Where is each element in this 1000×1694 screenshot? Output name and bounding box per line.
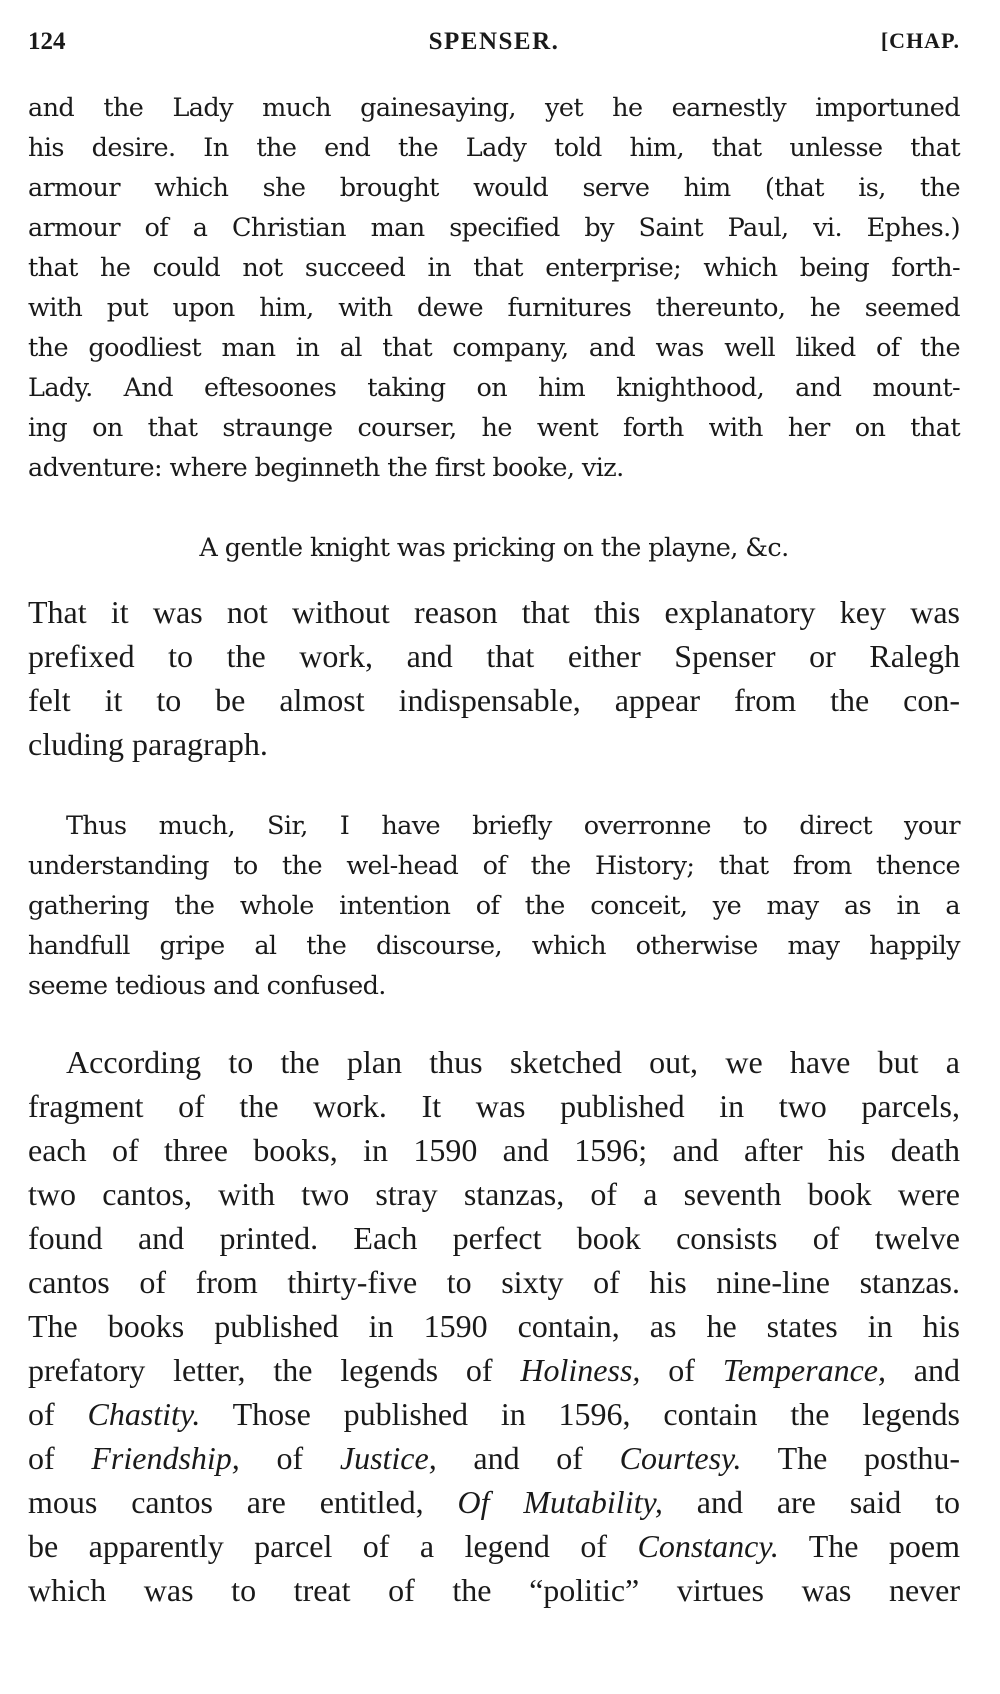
text-line: According to the plan thus sketched out, we have but a [66,1044,960,1080]
plan-paragraph [28,1040,960,1612]
text-line: Lady. And eftesoones taking on him knighthood, and mount- [28,373,960,403]
text-line: be apparently parcel of a legend of Constancy. The poem [28,1528,961,1564]
text-line: each of three books, in 1590 and 1596; and after his death [28,1132,960,1168]
text-line: the goodliest man in al that company, and was well liked of the [28,333,960,363]
running-title: SPENSER. [428,28,560,55]
text-line: armour which she brought would serve him (that is, the [28,173,960,203]
text-line: The books published in 1590 contain, as he states in his [28,1308,960,1344]
legend-justice: Justice, [339,1440,437,1476]
legend-mutability: Of Mutability, [457,1484,663,1520]
commentary-paragraph [28,590,960,766]
text-line: That it was not without reason that this explanatory key was [28,594,960,630]
text-line: and the Lady much gainesaying, yet he earnestly importuned [28,93,960,123]
text-line: cantos of from thirty-five to sixty of his nine-line stanzas. [28,1264,960,1300]
text-line: his desire. In the end the Lady told him, that unlesse that [28,133,960,163]
text-line: Thus much, Sir, I have briefly overronne to direct your [66,811,960,841]
text-line: of Chastity. Those published in 1596, contain the legends [28,1396,961,1432]
text-line: fragment of the work. It was published in two parcels, [28,1088,960,1124]
text-line: seeme tedious and confused. [28,971,386,1001]
text-line: two cantos, with two stray stanzas, of a seventh book were [28,1176,960,1212]
legend-friendship: Friendship, [91,1440,240,1476]
chapter-mark: [CHAP. [880,28,960,53]
legend-holiness: Holiness, [520,1352,641,1388]
text-line: armour of a Christian man specified by Saint Paul, vi. Ephes.) [28,213,960,243]
legend-temperance: Temperance, [722,1352,886,1388]
text-line: found and printed. Each perfect book consists of twelve [28,1220,960,1256]
page-header [28,28,960,68]
text-line: which was to treat of the “politic” virtues was never [28,1572,960,1608]
quoted-letter-paragraph [28,88,960,488]
text-line: adventure: where beginneth the first booke, viz. [28,453,624,483]
text-line: felt it to be almost indispensable, appear from the con- [28,682,960,718]
text-line: handfull gripe al the discourse, which otherwise may happily [28,931,960,961]
text-line: prefatory letter, the legends of Holiness, of Temperance, and [28,1352,961,1388]
text-line: with put upon him, with dewe furnitures thereunto, he seemed [28,293,960,323]
legend-constancy: Constancy. [637,1528,779,1564]
text-line: gathering the whole intention of the conceit, ye may as in a [28,891,960,921]
text-line: mous cantos are entitled, Of Mutability, and are said to [28,1484,961,1520]
page-number: 124 [28,28,66,55]
text-line: of Friendship, of Justice, and of Courtesy. The posthu- [28,1440,961,1476]
text-line: prefixed to the work, and that either Spenser or Ralegh [28,638,960,674]
verse-quotation: A gentle knight was pricking on the playne, &c. [199,533,789,563]
concluding-letter-paragraph [28,806,960,1006]
text-line: cluding paragraph. [28,726,268,762]
text-line: understanding to the wel-head of the History; that from thence [28,851,960,881]
text-line: that he could not succeed in that enterprise; which being forth- [28,253,960,283]
legend-courtesy: Courtesy. [619,1440,742,1476]
text-line: ing on that straunge courser, he went forth with her on that [28,413,960,443]
legend-chastity: Chastity. [87,1396,201,1432]
